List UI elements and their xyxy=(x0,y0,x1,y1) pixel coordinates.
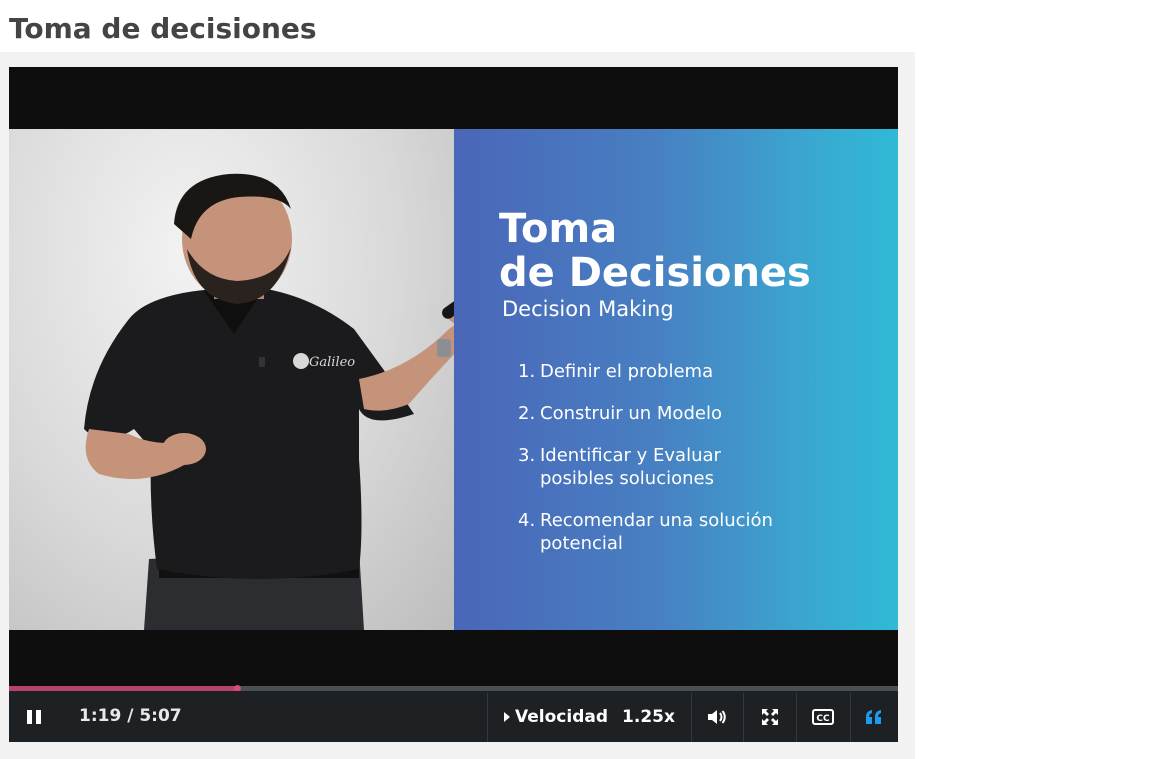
pause-icon xyxy=(26,708,42,726)
fullscreen-button[interactable] xyxy=(744,691,795,742)
video-frame[interactable] xyxy=(9,129,898,630)
captions-button[interactable] xyxy=(797,691,849,742)
closed-captions-icon xyxy=(812,709,834,725)
control-bar xyxy=(9,691,898,742)
slide-title-line2: de Decisiones xyxy=(499,250,811,296)
page-title: Toma de decisiones xyxy=(9,12,317,45)
slide-item-number: 2. xyxy=(518,403,536,424)
slide-item-number: 1. xyxy=(518,361,536,382)
time-display: 1:19 / 5:07 xyxy=(79,706,182,726)
slide-subtitle: Decision Making xyxy=(502,297,674,321)
video-player-container xyxy=(0,52,915,759)
play-pause-button[interactable] xyxy=(21,691,47,742)
slide-list-item xyxy=(518,444,888,490)
volume-icon xyxy=(707,709,727,725)
slide-item-text: Identificar y Evaluar posibles soluciones xyxy=(540,445,721,489)
slide-list-item xyxy=(518,509,888,555)
video-player[interactable] xyxy=(9,67,898,742)
slide-panel xyxy=(454,129,898,630)
transcript-button[interactable] xyxy=(851,691,897,742)
volume-button[interactable] xyxy=(692,691,742,742)
svg-text:CC: CC xyxy=(816,713,830,724)
presenter-scene xyxy=(9,129,454,630)
slide-title-line1: Toma xyxy=(499,206,618,252)
speed-value: 1.25x xyxy=(622,706,675,727)
slide-item-text: Recomendar una solución potencial xyxy=(540,510,773,554)
speed-button[interactable] xyxy=(488,691,690,742)
slide-list-item xyxy=(518,402,888,425)
slide-item-text: Construir un Modelo xyxy=(540,403,722,424)
slide-list xyxy=(518,360,888,574)
slide-item-number: 4. xyxy=(518,510,536,531)
slide-item-number: 3. xyxy=(518,445,536,466)
speed-label: Velocidad xyxy=(515,706,609,727)
fullscreen-icon xyxy=(761,708,779,726)
slide-list-item xyxy=(518,360,888,383)
presenter-illustration xyxy=(9,129,454,630)
slide-item-text: Definir el problema xyxy=(540,361,714,382)
slide-title xyxy=(499,207,811,295)
quote-icon xyxy=(865,709,883,725)
caret-right-icon xyxy=(503,711,511,723)
shirt-logo-text: Galileo xyxy=(309,355,356,370)
